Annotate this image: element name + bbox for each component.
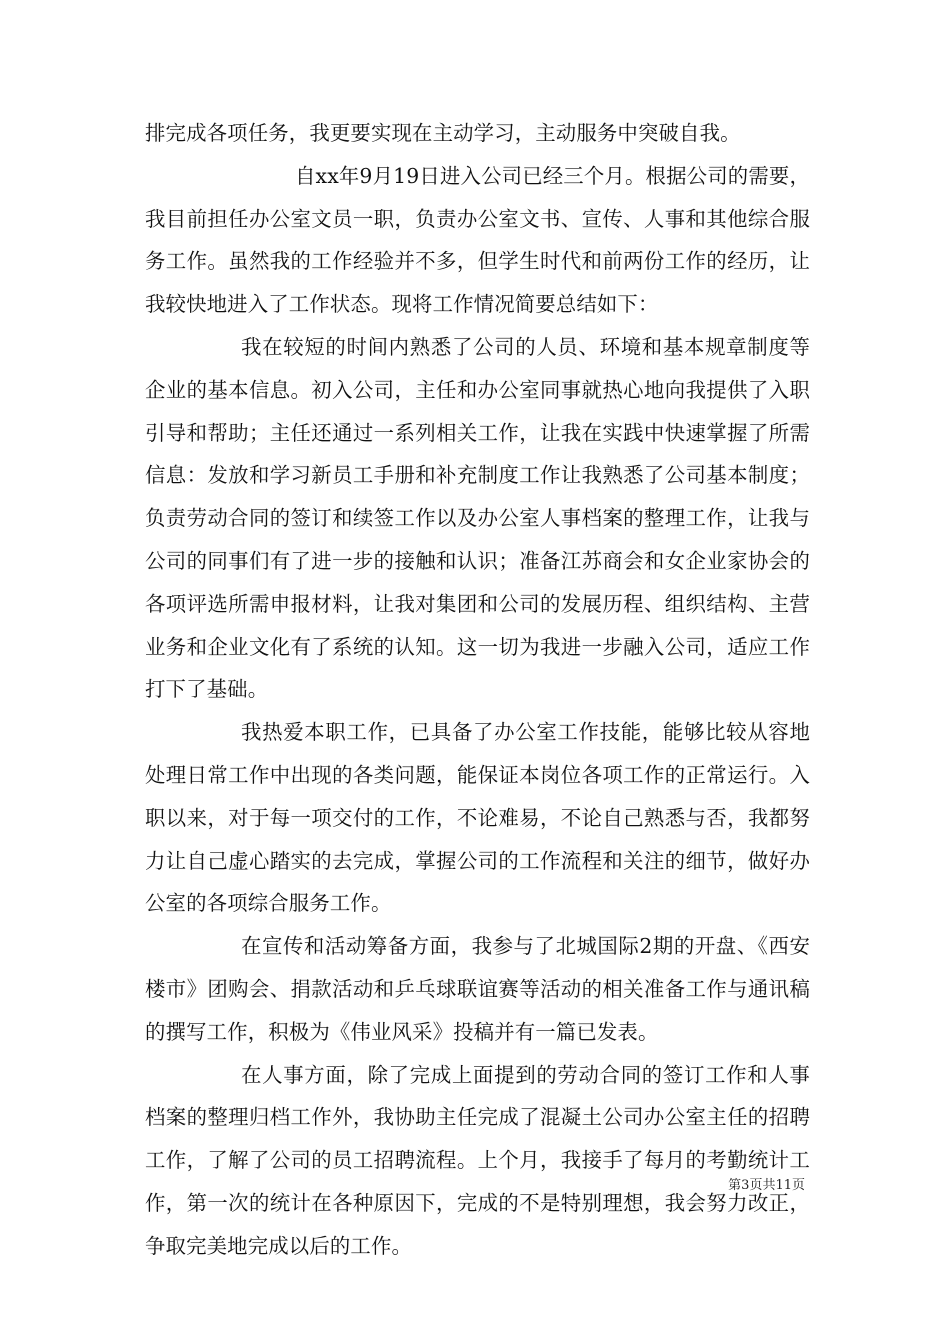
paragraph-5: 在宣传和活动筹备方面，我参与了北城国际2期的开盘、《西安楼市》团购会、捐款活动和乒乓球联谊赛等活动的相关准备工作与通讯稿的撰写工作，积极为《伟业风采》投稿并有一篇已发表。: [145, 934, 810, 1044]
page-number: 第3页共11页: [728, 1178, 805, 1193]
paragraph-4: 我热爱本职工作，已具备了办公室工作技能，能够比较从容地处理日常工作中出现的各类问题，能保证本岗位各项工作的正常运行。入职以来，对于每一项交付的工作，不论难易，不论自己熟悉与否，我都努力让自己虚心踏实的去完成，掌握公司的工作流程和关注的细节，做好办公室的各项综合服务工作。: [145, 720, 810, 916]
paragraph-6: 在人事方面，除了完成上面提到的劳动合同的签订工作和人事档案的整理归档工作外，我协助主任完成了混凝土公司办公室主任的招聘工作，了解了公司的员工招聘流程。上个月，我接手了每月的考勤统计工作，第一次的统计在各种原因下，完成的不是特别理想，我会努力改正，争取完美地完成以后的工作。: [145, 1062, 810, 1258]
paragraph-3: 我在较短的时间内熟悉了公司的人员、环境和基本规章制度等企业的基本信息。初入公司，主任和办公室同事就热心地向我提供了入职引导和帮助；主任还通过一系列相关工作，让我在实践中快速掌握了所需信息：发放和学习新员工手册和补充制度工作让我熟悉了公司基本制度；负责劳动合同的签订和续签工作以及办公室人事档案的整理工作，让我与公司的同事们有了进一步的接触和认识；准备江苏商会和女企业家协会的各项评选所需申报材料，让我对集团和公司的发展历程、组织结构、主营业务和企业文化有了系统的认知。这一切为我进一步融入公司，适应工作打下了基础。: [145, 334, 810, 702]
document-body: [145, 112, 810, 1268]
paragraph-1: 排完成各项任务，我更要实现在主动学习，主动服务中突破自我。: [145, 121, 741, 145]
paragraph-2: 自xx年9月19日进入公司已经三个月。根据公司的需要，我目前担任办公室文员一职，负责办公室文书、宣传、人事和其他综合服务工作。虽然我的工作经验并不多，但学生时代和前两份工作的经历，让我较快地进入了工作状态。现将工作情况简要总结如下：: [145, 163, 810, 317]
